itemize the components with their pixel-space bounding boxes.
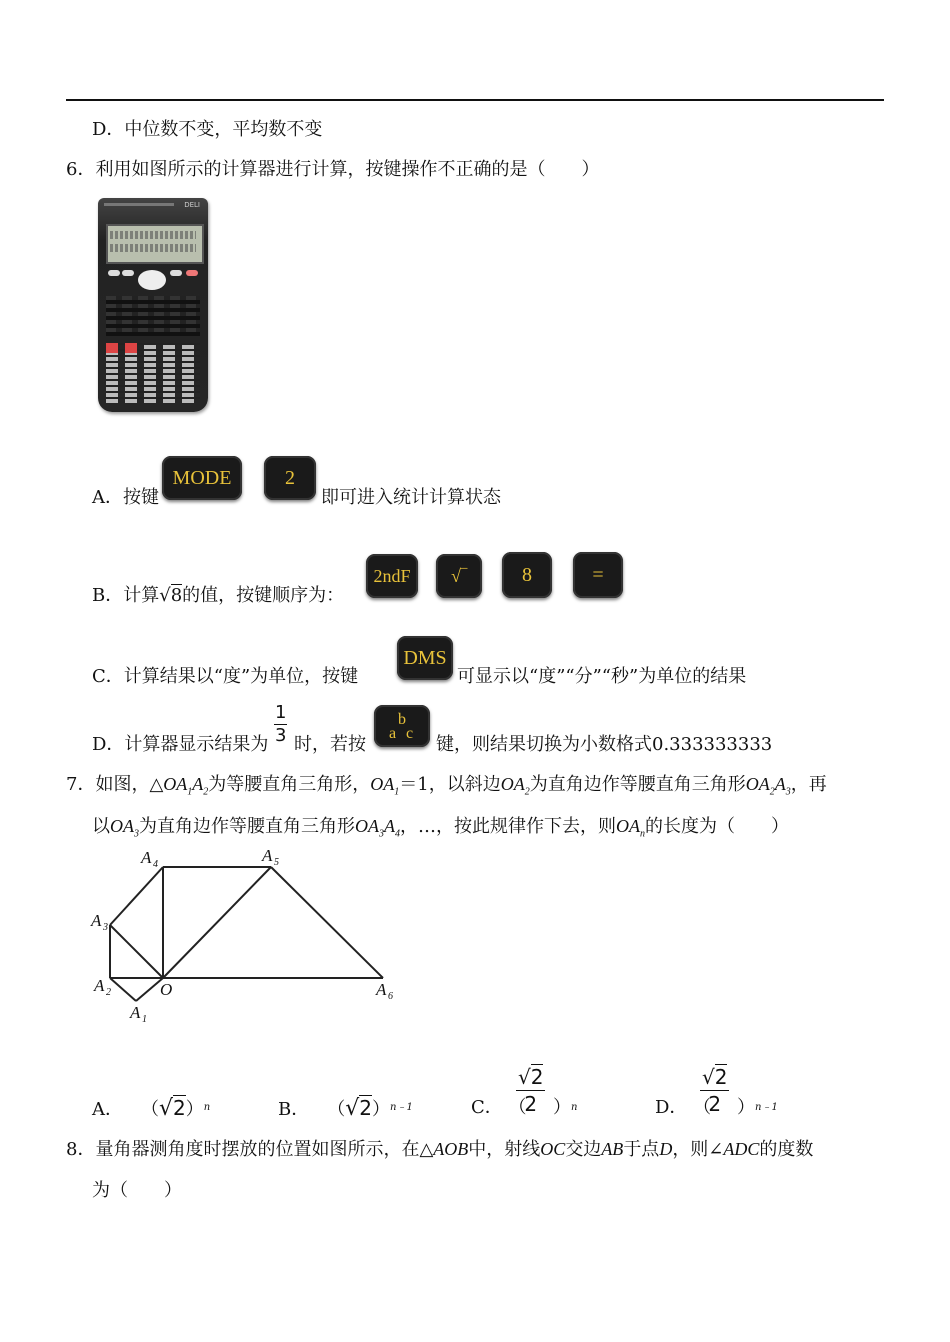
- q7-option-d-numerator: 2: [714, 1065, 728, 1089]
- q7-option-d-denominator: 2: [708, 1092, 722, 1116]
- q6-option-b-suffix: 的值，按键顺序为：: [182, 585, 345, 606]
- q7-option-a-radicand: 2: [173, 1096, 186, 1120]
- q7-text-d: 为直角边作等腰直角三角形: [529, 774, 746, 795]
- label-a5-sub: 5: [274, 857, 279, 868]
- q6-option-c-prefix: C．计算结果以“度”为单位，按键: [92, 666, 359, 687]
- q7-text-f: 以: [92, 816, 110, 837]
- q7-option-b: [278, 1096, 413, 1122]
- sqrt-symbol: √: [159, 585, 171, 606]
- q7-option-c-denominator: 2: [524, 1092, 538, 1116]
- two-key: 2: [264, 456, 316, 500]
- q8-d: D: [659, 1139, 673, 1159]
- q7-option-c-fraction: [516, 1064, 545, 1117]
- sqrt-key: √‾: [436, 554, 482, 598]
- q7-option-d-fraction: [700, 1064, 729, 1117]
- label-a5: A: [262, 846, 273, 865]
- q7-text-c: ＝1，以斜边: [399, 774, 501, 795]
- q7-option-c-close: ）: [553, 1097, 571, 1118]
- calculator-image: [98, 198, 208, 412]
- q8-stem-line1: [66, 1137, 813, 1162]
- label-a3: A: [91, 911, 102, 930]
- q8-ab: AB: [601, 1139, 624, 1159]
- q6-option-a-suffix: 即可进入统计计算状态: [321, 487, 501, 508]
- q8-text-f: 的度数: [759, 1139, 814, 1160]
- q6-option-d-prefix: D．计算器显示结果为: [92, 734, 269, 755]
- q6-option-c-suffix: 可显示以“度”“分”“秒”为单位的结果: [457, 666, 747, 687]
- q7-option-d-exponent: n﹣1: [755, 1102, 778, 1113]
- q7-text-a: 7．如图，△: [66, 774, 164, 795]
- q6-option-b-prefix: B．计算: [92, 585, 160, 606]
- q7-option-b-open: （: [327, 1099, 346, 1120]
- label-a4-sub: 4: [153, 859, 158, 870]
- fraction-key-c: c: [406, 725, 414, 742]
- q8-text-a: 8．量角器测角度时摆放的位置如图所示，在△: [66, 1139, 434, 1160]
- q7-text-h: ，…，按此规律作下去，则: [400, 816, 616, 837]
- sqrt-symbol: √: [159, 1096, 174, 1121]
- q7-text-g: 为直角边作等腰直角三角形: [139, 816, 355, 837]
- label-a2-sub: 2: [106, 987, 111, 998]
- fraction-key: [374, 705, 430, 747]
- q7-option-b-exponent: n﹣1: [390, 1102, 413, 1113]
- dms-key: DMS: [397, 636, 453, 680]
- q7-option-d-tail: [737, 1096, 778, 1120]
- label-a1-sub: 1: [142, 1014, 147, 1025]
- fraction-denominator: 3: [275, 725, 287, 746]
- label-a2: A: [94, 976, 105, 995]
- top-rule: [66, 99, 884, 101]
- label-a6: A: [376, 980, 387, 999]
- label-a3-sub: 3: [103, 922, 108, 933]
- q7-option-b-close: ）: [372, 1099, 390, 1120]
- q6-option-d-suffix: 键，则结果切换为小数格式0.333333333: [436, 734, 773, 755]
- q5-option-d: D．中位数不变，平均数不变: [92, 119, 323, 140]
- label-a1: A: [130, 1003, 141, 1022]
- q7-option-a-exponent: n: [203, 1102, 211, 1113]
- fraction-key-b: b: [398, 711, 406, 728]
- q8-text-c: 交边: [565, 1139, 602, 1160]
- eight-key: 8: [502, 552, 552, 598]
- q6-option-b-radicand: 8: [170, 585, 183, 606]
- sqrt-symbol: √: [518, 1065, 531, 1089]
- q6-option-a-prefix: A．按键: [92, 487, 159, 508]
- q6-stem: 6．利用如图所示的计算器进行计算，按键操作不正确的是（ ）: [66, 159, 600, 180]
- q7-stem-line2: 以$OA_3$为直角边作等腰直角三角形$OA_3A_4$，…，按此规律作下去，则$OA_n$的长度为（ ）: [92, 816, 789, 840]
- q7-text-i: 的长度为（ ）: [645, 816, 789, 837]
- q7-option-c-open: （: [508, 1097, 527, 1118]
- q7-text-e: ，再: [790, 774, 827, 795]
- label-a4: A: [141, 848, 152, 867]
- q8-text-b: 中，射线: [468, 1139, 541, 1160]
- q8-adc: ADC: [723, 1139, 760, 1159]
- second-function-key: 2ndF: [366, 554, 418, 598]
- q7-option-c-exponent: n: [571, 1102, 578, 1113]
- q8-text-e: ，则∠: [672, 1139, 724, 1160]
- label-o: O: [160, 980, 173, 999]
- equals-key: =: [573, 552, 623, 598]
- q6-option-d-mid: 时，若按: [294, 734, 366, 755]
- q7-option-b-radicand: 2: [359, 1096, 372, 1120]
- label-a6-sub: 6: [388, 991, 393, 1002]
- q8-stem-line2: 为（ ）: [92, 1180, 182, 1201]
- q6-option-b-text: [92, 584, 344, 608]
- q7-option-a: [92, 1096, 210, 1122]
- q8-oc: OC: [540, 1139, 566, 1159]
- calculator-brand: DELI: [184, 201, 200, 209]
- q7-text-b: 为等腰直角三角形，: [208, 774, 371, 795]
- q7-option-c-tail: [553, 1096, 577, 1120]
- q7-option-c-numerator: 2: [530, 1065, 544, 1089]
- q8-text-d: 于点: [623, 1139, 660, 1160]
- q7-option-b-label: B．: [278, 1099, 310, 1120]
- sqrt-symbol: √: [345, 1096, 360, 1121]
- q7-option-c-label: C．: [471, 1097, 503, 1118]
- sqrt-symbol: √: [702, 1065, 715, 1089]
- fraction-numerator: 1: [275, 702, 287, 723]
- q7-option-d-open: （: [693, 1097, 712, 1118]
- fraction-key-a: a: [389, 725, 397, 742]
- q7-option-d-label: D．: [655, 1097, 688, 1118]
- q8-aob: AOB: [433, 1139, 469, 1159]
- q7-option-a-close: ）: [185, 1099, 204, 1120]
- q7-stem-line1: 7．如图，$\triangle OA_1A_2$为等腰直角三角形，$OA_1=1$，以斜边$OA_2$为直角边作等腰直角三角形$OA_2A_3$，再: [66, 774, 827, 798]
- q6-option-d-fraction: [274, 702, 287, 747]
- q7-option-d-close: ）: [737, 1097, 755, 1118]
- q7-figure: [88, 845, 408, 1030]
- q7-option-a-label: A．: [92, 1099, 123, 1120]
- q7-option-a-open: （: [141, 1099, 159, 1120]
- mode-key: MODE: [162, 456, 242, 500]
